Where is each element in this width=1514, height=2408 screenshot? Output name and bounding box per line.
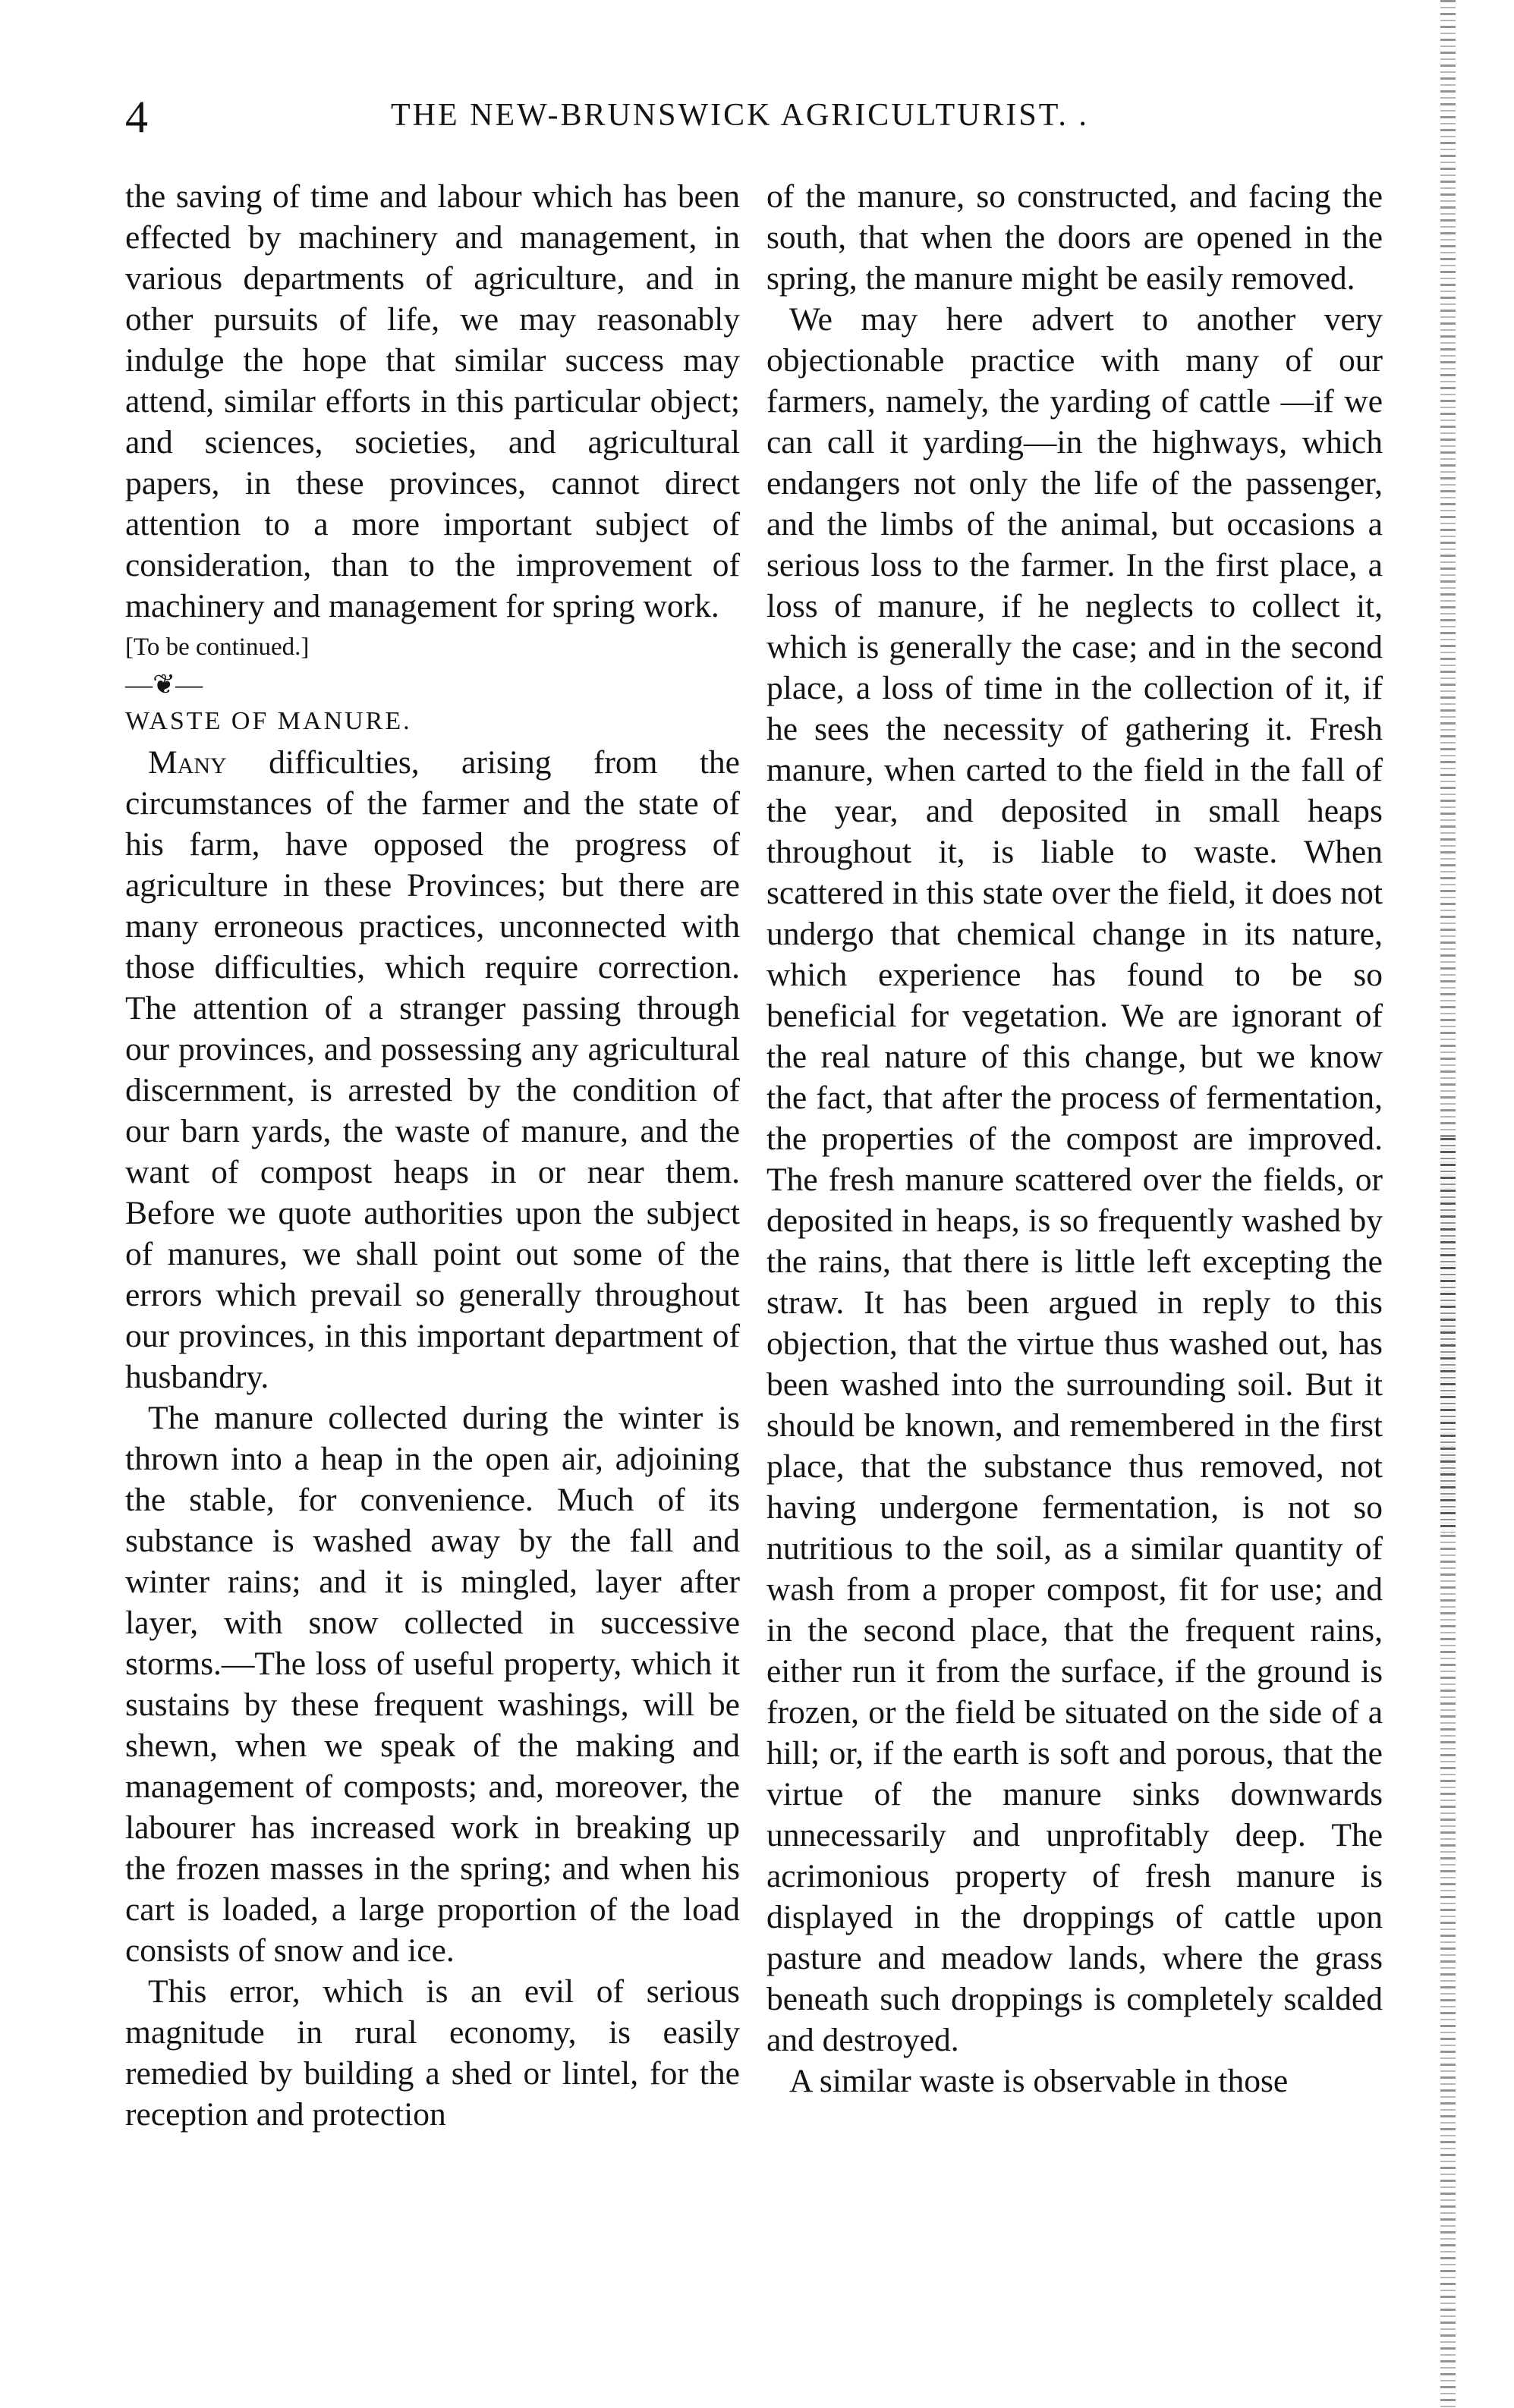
page-edge-shadow-dark bbox=[1440, 1138, 1456, 1533]
left-paragraph-4: This error, which is an evil of serious magnitude in rural economy, is easily remedied by building a shed or lintel, for the reception and protection bbox=[125, 1973, 740, 2133]
right-paragraph-1: of the manure, so constructed, and facing the south, that when the doors are opened in the spring, the manure might be easily removed. bbox=[766, 178, 1383, 297]
running-title: THE NEW-BRUNSWICK AGRICULTURIST. . bbox=[391, 98, 1089, 133]
page-number: 4 bbox=[125, 92, 150, 142]
left-paragraph-1: the saving of time and labour which has been effected by machinery and management, in various departments of agriculture, and in other pursuits of life, we may reasonably indulge the hope that similar success may attend, similar efforts in this particular object; and sciences, societies, and agricultural papers, in these provinces, cannot direct attention to a more important subject of consideration, than to the improvement of machinery and management for spring work. bbox=[125, 178, 740, 624]
right-paragraph-2: We may here advert to another very objectionable practice with many of our farmers, namely, the yarding of cattle —if we can call it yarding—in the highways, which endangers not only the life of the passenger, and the limbs of the animal, but occasions a serious loss to the farmer. In the first place, a loss of manure, if he neglects to collect it, which is generally the case; and in the second place, a loss of time in the collection of it, if he sees the necessity of gathering it. Fresh manure, when carted to the field in the fall of the year, and deposited in small heaps throughout it, is liable to waste. When scattered in this state over the field, it does not undergo that chemical change in its nature, which experience has found to be so beneficial for vegetation. We are ignorant of the real nature of this change, but we know the fact, that after the process of fermentation, the properties of the compost are improved. The fresh manure scattered over the fields, or deposited in heaps, is so frequently washed by the rains, that there is little left excepting the straw. It has been argued in reply to this objection, that the virtue thus washed out, has been washed into the surrounding soil. But it should be known, and remembered in the first place, that the substance thus removed, not having undergone fermentation, is not so nutritious to the soil, as a similar quantity of wash from a proper compost, fit for use; and in the second place, that the frequent rains, either run it from the surface, if the ground is frozen, or the field be situated on the side of a hill; or, if the earth is soft and porous, that the virtue of the manure sinks downwards unnecessarily and unprofitably deep. The acrimonious property of fresh manure is displayed in the droppings of cattle upon pasture and meadow lands, where the grass beneath such droppings is completely scalded and destroyed. bbox=[766, 301, 1383, 2058]
left-paragraph-2-text: difficulties, arising from the circumstances of the farmer and the state of his farm, have opposed the progress of agriculture in these Provinces; but there are many erroneous practices, unconnected with those difficulties, which require correction. The attention of a stranger passing through our provinces, and possessing any agricultural discernment, is arrested by the condition of our barn yards, the waste of manure, and the want of compost heaps in or near them. Before we quote authorities upon the subject of manures, we shall point out some of the errors which prevail so generally throughout our provinces, in this important department of husbandry. bbox=[125, 744, 740, 1395]
left-column bbox=[125, 176, 740, 2135]
ornament-divider: —❦— bbox=[125, 669, 203, 699]
right-paragraph-3: A similar waste is observable in those bbox=[789, 2063, 1289, 2099]
right-column bbox=[766, 176, 1383, 2101]
paragraph-opening-word: Many bbox=[148, 744, 227, 781]
continued-note: [To be continued.] bbox=[125, 633, 310, 661]
section-title: WASTE OF MANURE. bbox=[125, 707, 412, 735]
left-paragraph-2 bbox=[125, 742, 740, 1397]
left-paragraph-3: The manure collected during the winter is thrown into a heap in the open air, adjoining the stable, for convenience. Much of its substance is washed away by the fall and winter rains; and it is mingled, layer after layer, with snow collected in successive storms.—The loss of useful property, which it sustains by these frequent washings, will be shewn, when we speak of the making and management of composts; and, moreover, the labourer has increased work in breaking up the frozen masses in the spring; and when his cart is loaded, a large proportion of the load consists of snow and ice. bbox=[125, 1400, 740, 1969]
